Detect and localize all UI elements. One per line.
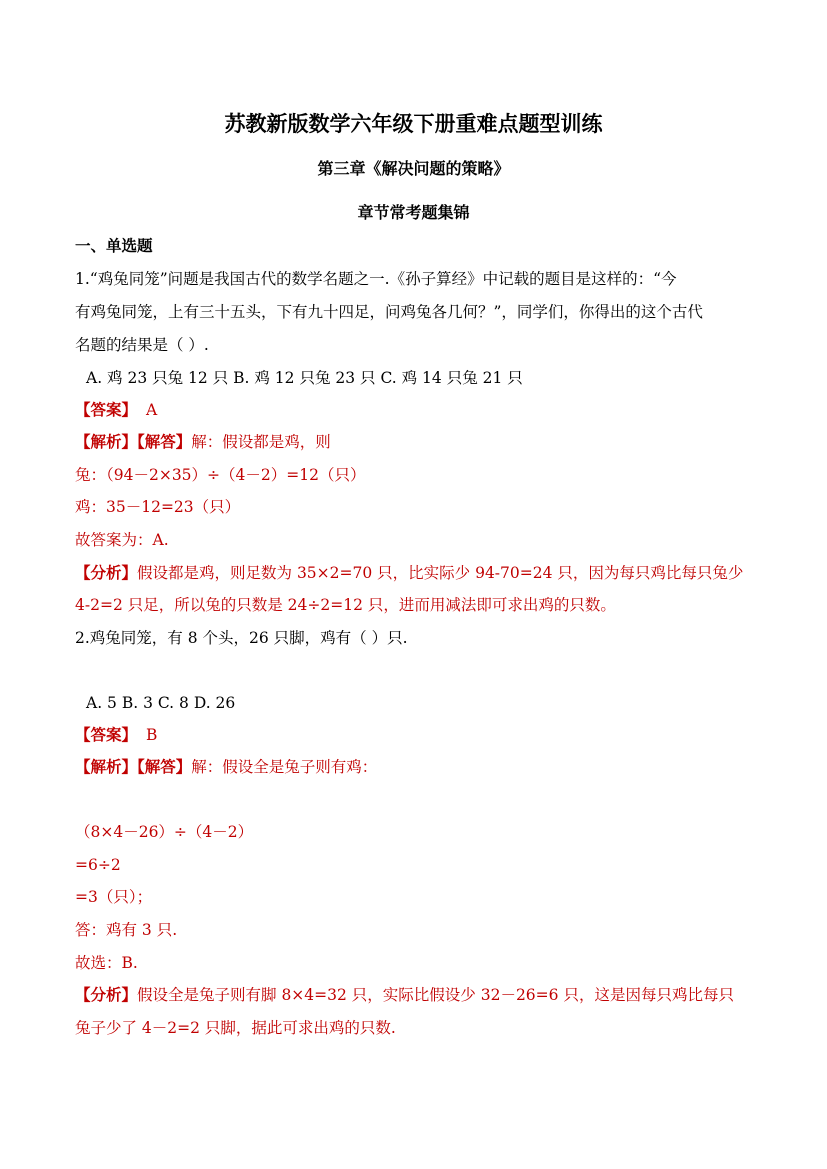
q1-answer-tag: 【答案】 xyxy=(75,400,138,419)
q2-analysis-tag: 【解析】【解答】 xyxy=(75,757,192,776)
q1-options: A. 鸡 23 只兔 12 只 B. 鸡 12 只兔 23 只 C. 鸡 14 只兔 21 只 xyxy=(86,369,523,387)
q2-step-1: （8×4－26）÷（4－2） xyxy=(75,823,254,841)
section-heading: 一、单选题 xyxy=(75,236,153,255)
q2-analysis-text: 解：假设全是兔子则有鸡： xyxy=(191,758,378,776)
q2-fenxi-text-1: 假设全是兔子则有脚 8×4=32 只，实际比假设少 32－26=6 只，这是因每只鸡比每只 xyxy=(137,986,734,1004)
q1-analysis-text: 解：假设都是鸡，则 xyxy=(191,433,331,451)
q1-text-line-1: 1.“鸡兔同笼”问题是我国古代的数学名题之一.《孙子算经》中记载的题目是这样的：“今 xyxy=(75,270,677,288)
q2-step-2: =6÷2 xyxy=(75,856,121,874)
q2-answer xyxy=(75,725,765,745)
chapter-title: 第三章《解决问题的策略》 xyxy=(317,159,510,178)
q1-answer xyxy=(75,400,765,420)
q2-step-3: =3（只）； xyxy=(75,888,153,906)
q2-step-4: 答：鸡有 3 只. xyxy=(75,921,178,939)
q2-answer-value: B xyxy=(145,726,158,744)
q1-fenxi-text-1: 假设都是鸡，则足数为 35×2=70 只，比实际少 94-70=24 只，因为每只鸡比每只兔少 xyxy=(137,564,744,582)
q2-analysis xyxy=(75,757,765,777)
q2-conclusion: 故选：B. xyxy=(75,954,138,972)
q2-fenxi-tag: 【分析】 xyxy=(75,985,138,1004)
q2-fenxi-line-1 xyxy=(75,985,765,1005)
document-title: 苏教新版数学六年级下册重难点题型训练 xyxy=(224,111,603,136)
q1-conclusion: 故答案为：A. xyxy=(75,531,169,549)
q2-options: A. 5 B. 3 C. 8 D. 26 xyxy=(86,694,236,712)
q1-text-line-3: 名题的结果是（ ）. xyxy=(75,336,209,354)
section-subtitle: 章节常考题集锦 xyxy=(357,203,470,222)
q1-answer-value: A xyxy=(145,401,158,419)
q2-fenxi-line-2: 兔子少了 4－2=2 只脚，据此可求出鸡的只数. xyxy=(75,1019,396,1037)
q1-text-line-2: 有鸡兔同笼，上有三十五头，下有九十四足，问鸡兔各几何？”，同学们，你得出的这个古代 xyxy=(75,303,703,321)
q1-analysis xyxy=(75,432,765,452)
q2-answer-tag: 【答案】 xyxy=(75,725,138,744)
q1-step-1: 兔：（94－2×35）÷（4－2）=12（只） xyxy=(75,466,366,484)
q1-fenxi-tag: 【分析】 xyxy=(75,563,138,582)
q2-text-line-1: 2.鸡兔同笼，有 8 个头，26 只脚，鸡有（ ）只. xyxy=(75,629,408,647)
q1-fenxi-line-1 xyxy=(75,563,765,583)
q1-analysis-tag: 【解析】【解答】 xyxy=(75,432,192,451)
q1-step-2: 鸡：35－12=23（只） xyxy=(75,498,241,516)
q1-fenxi-line-2: 4-2=2 只足，所以兔的只数是 24÷2=12 只，进而用减法即可求出鸡的只数。 xyxy=(75,596,616,614)
